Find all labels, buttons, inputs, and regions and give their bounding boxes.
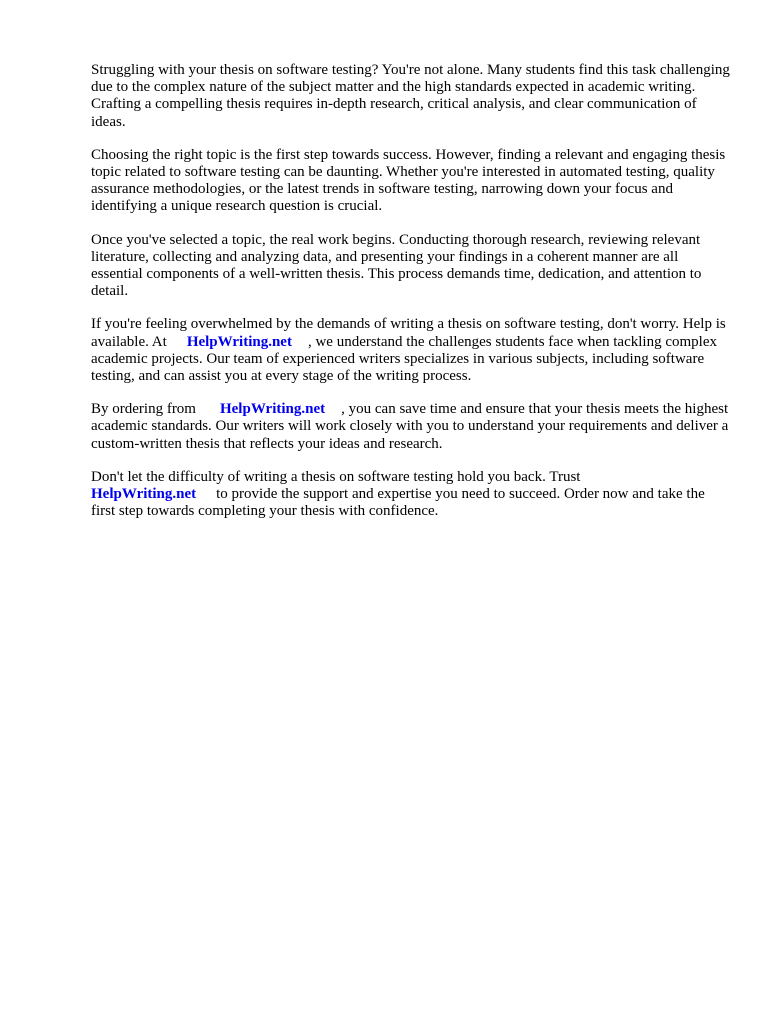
paragraph-5-text-after: , you can save time and ensure that your thesis meets the highest academic standards. Our writers will work closely with you to understand your requirements and deliver a custom-written thesis that reflects your ideas and research. <box>91 401 729 452</box>
paragraph-2 <box>91 147 731 216</box>
paragraph-5 <box>91 401 731 453</box>
paragraph-1-text: Struggling with your thesis on software testing? You're not alone. Many students find this task challenging due to the complex nature of the subject matter and the high standards expected in academic writing. Crafting a compelling thesis requires in-depth research, critical analysis, and clear communication of ideas. <box>91 62 730 130</box>
paragraph-4 <box>91 316 731 385</box>
helpwriting-link-2[interactable]: HelpWriting.net <box>219 401 326 418</box>
paragraph-3 <box>91 232 731 301</box>
helpwriting-link-1[interactable]: HelpWriting.net <box>186 333 292 350</box>
paragraph-3-text: Once you've selected a topic, the real work begins. Conducting thorough research, reviewing relevant literature, collecting and analyzing data, and presenting your findings in a coherent manner are all essential components of a well-written thesis. This process demands time, dedication, and attention to detail. <box>91 231 702 300</box>
paragraph-5-text-before: By ordering from <box>91 401 196 418</box>
paragraph-6 <box>91 469 731 521</box>
paragraph-2-text: Choosing the right topic is the first step towards success. However, finding a relevant and engaging thesis topic related to software testing can be daunting. Whether you're interested in automated testing, quality assurance methodologies, or the latest trends in software testing, narrowing down your focus and identifying a unique research question is crucial. <box>91 146 726 215</box>
paragraph-1 <box>91 62 731 131</box>
paragraph-6-text-after: to provide the support and expertise you need to succeed. Order now and take the first step towards completing your thesis with confidence. <box>91 486 705 520</box>
paragraph-6-text-before: Don't let the difficulty of writing a thesis on software testing hold you back. Trust <box>91 468 581 485</box>
paragraph-4-text-before: If you're feeling overwhelmed by the demands of writing a thesis on software testing, don't worry. Help is available. At <box>91 316 726 350</box>
document-body <box>91 62 731 536</box>
helpwriting-link-3[interactable]: HelpWriting.net <box>91 486 197 503</box>
paragraph-4-text-after: , we understand the challenges students face when tackling complex academic projects. Our team of experienced writers specializes in various subjects, including software testing, and can assist you at every stage of the writing process. <box>91 333 717 385</box>
